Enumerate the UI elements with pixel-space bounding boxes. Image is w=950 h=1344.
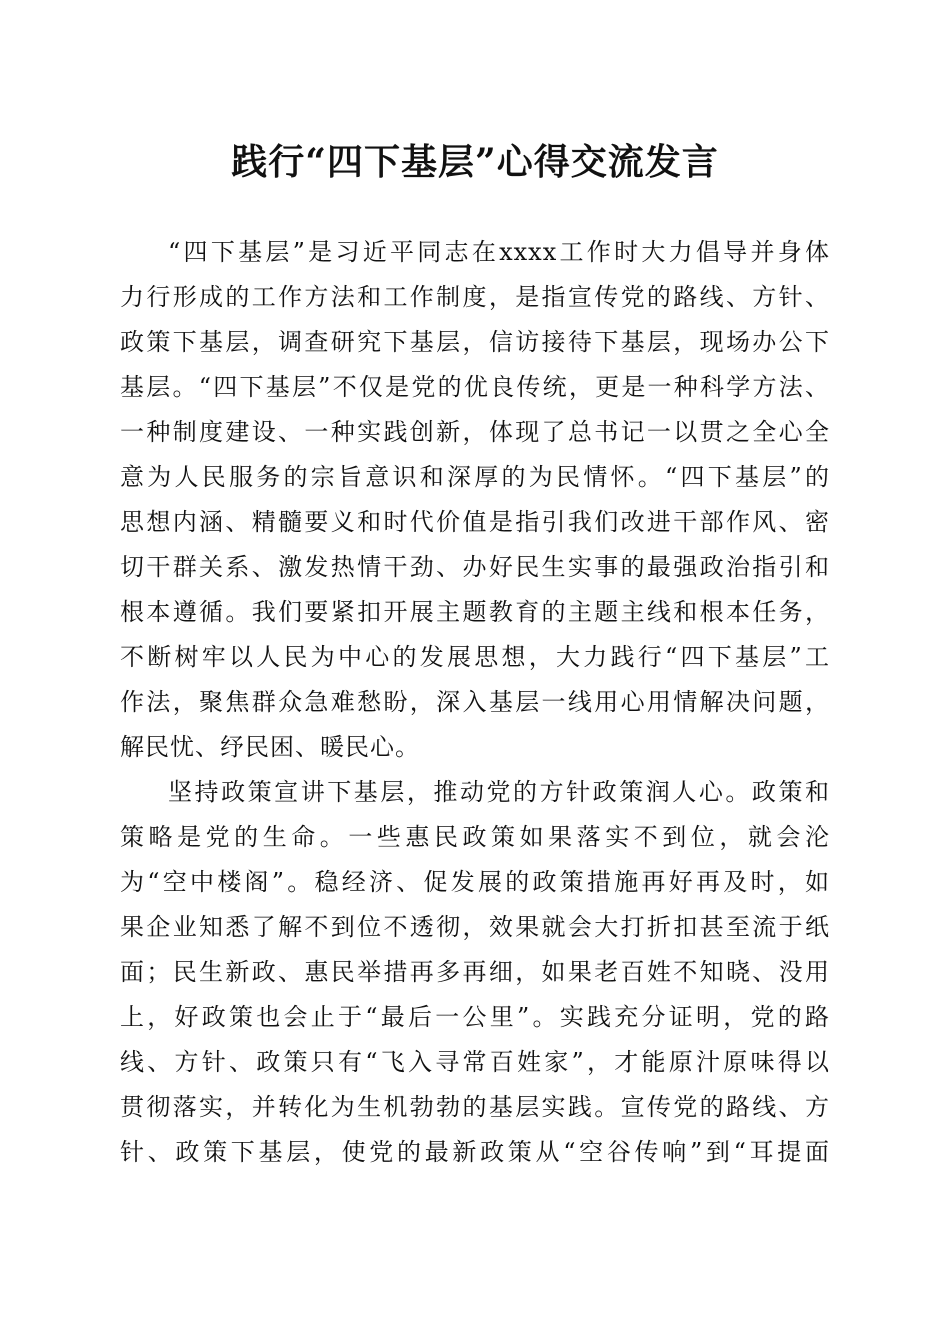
text-line: 切干群关系、激发热情干劲、办好民生实事的最强政治指引和 [120, 553, 830, 581]
text-line: 解民忧、纾民困、暖民心。 [120, 733, 420, 761]
text-line: 一种制度建设、一种实践创新，体现了总书记一以贯之全心全 [120, 418, 830, 446]
paragraph [120, 230, 830, 770]
text-line: 线、方针、政策只有“飞入寻常百姓家”，才能原汁原味得以 [120, 1048, 830, 1076]
text-line: 基层。“四下基层”不仅是党的优良传统，更是一种科学方法、 [120, 373, 830, 401]
text-line: 为“空中楼阁”。稳经济、促发展的政策措施再好再及时，如 [120, 868, 830, 896]
text-line: 策略是党的生命。一些惠民政策如果落实不到位，就会沦 [120, 823, 830, 851]
text-line: 针、政策下基层，使党的最新政策从“空谷传响”到“耳提面 [120, 1138, 830, 1166]
text-line: 面；民生新政、惠民举措再多再细，如果老百姓不知晓、没用 [120, 958, 830, 986]
text-line: 力行形成的工作方法和工作制度，是指宣传党的路线、方针、 [120, 283, 830, 311]
text-line: 政策下基层，调查研究下基层，信访接待下基层，现场办公下 [120, 328, 830, 356]
text-line: 贯彻落实，并转化为生机勃勃的基层实践。宣传党的路线、方 [120, 1093, 830, 1121]
text-line: 作法，聚焦群众急难愁盼，深入基层一线用心用情解决问题， [120, 688, 830, 716]
text-line: 思想内涵、精髓要义和时代价值是指引我们改进干部作风、密 [120, 508, 830, 536]
text-line: 意为人民服务的宗旨意识和深厚的为民情怀。“四下基层”的 [120, 463, 830, 491]
text-line: 果企业知悉了解不到位不透彻，效果就会大打折扣甚至流于纸 [120, 913, 830, 941]
text-line: 不断树牢以人民为中心的发展思想，大力践行“四下基层”工 [120, 643, 830, 671]
document-title: 践行“四下基层”心得交流发言 [231, 141, 719, 183]
document-body [120, 230, 830, 1175]
text-line: 上，好政策也会止于“最后一公里”。实践充分证明，党的路 [120, 1003, 830, 1031]
text-line: 坚持政策宣讲下基层，推动党的方针政策润人心。政策和 [168, 778, 830, 806]
text-line: “四下基层”是习近平同志在xxxx工作时大力倡导并身体 [168, 238, 830, 266]
paragraph [120, 770, 830, 1175]
text-line: 根本遵循。我们要紧扣开展主题教育的主题主线和根本任务， [120, 598, 830, 626]
